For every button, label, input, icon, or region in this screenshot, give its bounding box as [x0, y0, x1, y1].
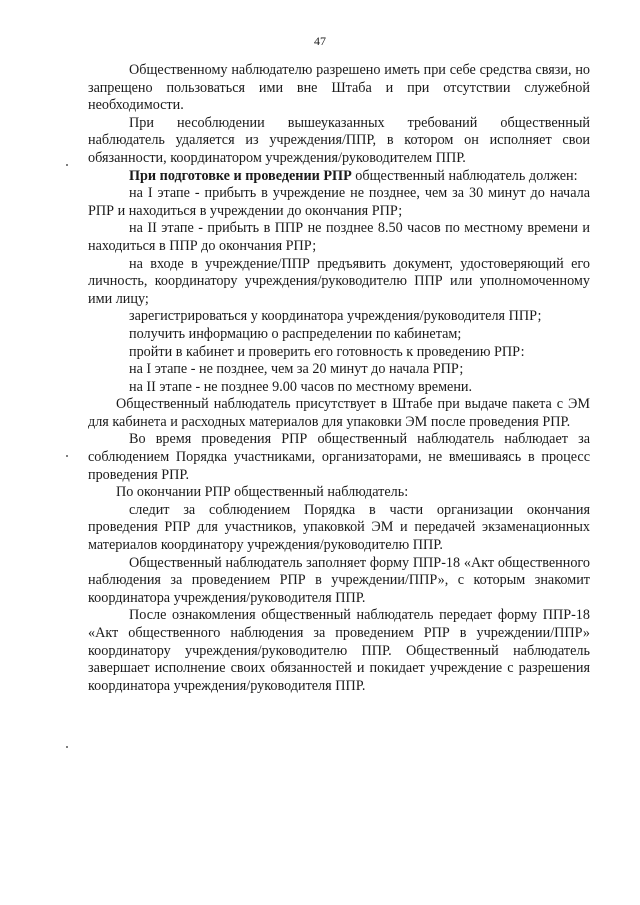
- paragraph: пройти в кабинет и проверить его готовность к проведению РПР:: [129, 343, 525, 360]
- margin-mark: [66, 746, 68, 748]
- paragraph: на II этапе - не позднее 9.00 часов по местному времени.: [129, 378, 473, 395]
- paragraph: на входе в учреждение/ППР предъявить документ, удостоверяющий его личность, координатору учреждения/руководителю ППР или уполномоченному ими лицу;: [88, 255, 590, 307]
- paragraph: на I этапе - прибыть в учреждение не позднее, чем за 30 минут до начала РПР и находиться в учреждении до окончания РПР;: [88, 185, 590, 219]
- paragraph: зарегистрироваться у координатора учреждения/руководителя ППР;: [129, 308, 542, 325]
- paragraph: При несоблюдении вышеуказанных требований общественный наблюдатель удаляется из учреждения/ППР, в котором он исполняет свои обязанности, координатором учреждения/руководителем ППР.: [88, 114, 590, 166]
- paragraph-rest: общественный наблюдатель должен:: [351, 167, 578, 184]
- margin-mark: [66, 455, 68, 457]
- paragraph: Во время проведения РПР общественный наблюдатель наблюдает за соблюдением Порядка участниками, организаторами, не вмешиваясь в процесс проведения РПР.: [88, 431, 590, 483]
- paragraph: [88, 168, 590, 186]
- paragraph: Общественный наблюдатель присутствует в Штабе при выдаче пакета с ЭМ для кабинета и расходных материалов для упаковки ЭМ после проведения РПР.: [88, 396, 590, 430]
- paragraph: Общественный наблюдатель заполняет форму ППР-18 «Акт общественного наблюдения за проведением РПР в учреждении/ППР», с которым знакомит координатора учреждения/руководителя ППР.: [88, 554, 590, 606]
- margin-mark: [66, 164, 68, 166]
- bold-phrase: При подготовке и проведении РПР: [129, 167, 352, 184]
- paragraph: Общественному наблюдателю разрешено иметь при себе средства связи, но запрещено пользоваться ими вне Штаба и при отсутствии служебной необходимости.: [88, 62, 590, 114]
- paragraph: получить информацию о распределении по кабинетам;: [129, 325, 462, 342]
- paragraph: После ознакомления общественный наблюдатель передает форму ППР-18 «Акт общественного наблюдения за проведением РПР в учреждении/ППР» координатору учреждения/руководителю ППР. Общественный наблюдатель завершает исполнение своих обязанностей и покидает учреждение с разрешения координатора учреждения/руководителя ППР.: [88, 607, 590, 694]
- paragraph: По окончании РПР общественный наблюдатель:: [116, 484, 409, 501]
- paragraph: на I этапе - не позднее, чем за 20 минут до начала РПР;: [129, 361, 464, 378]
- document-body: [88, 62, 590, 695]
- paragraph: на II этапе - прибыть в ППР не позднее 8.50 часов по местному времени и находиться в ППР до окончания РПР;: [88, 220, 590, 254]
- paragraph: следит за соблюдением Порядка в части организации окончания проведения РПР для участников, упаковкой ЭМ и передачей экзаменационных материалов координатору учреждения/руководителю ППР.: [88, 501, 590, 554]
- page-number: 47: [314, 34, 326, 48]
